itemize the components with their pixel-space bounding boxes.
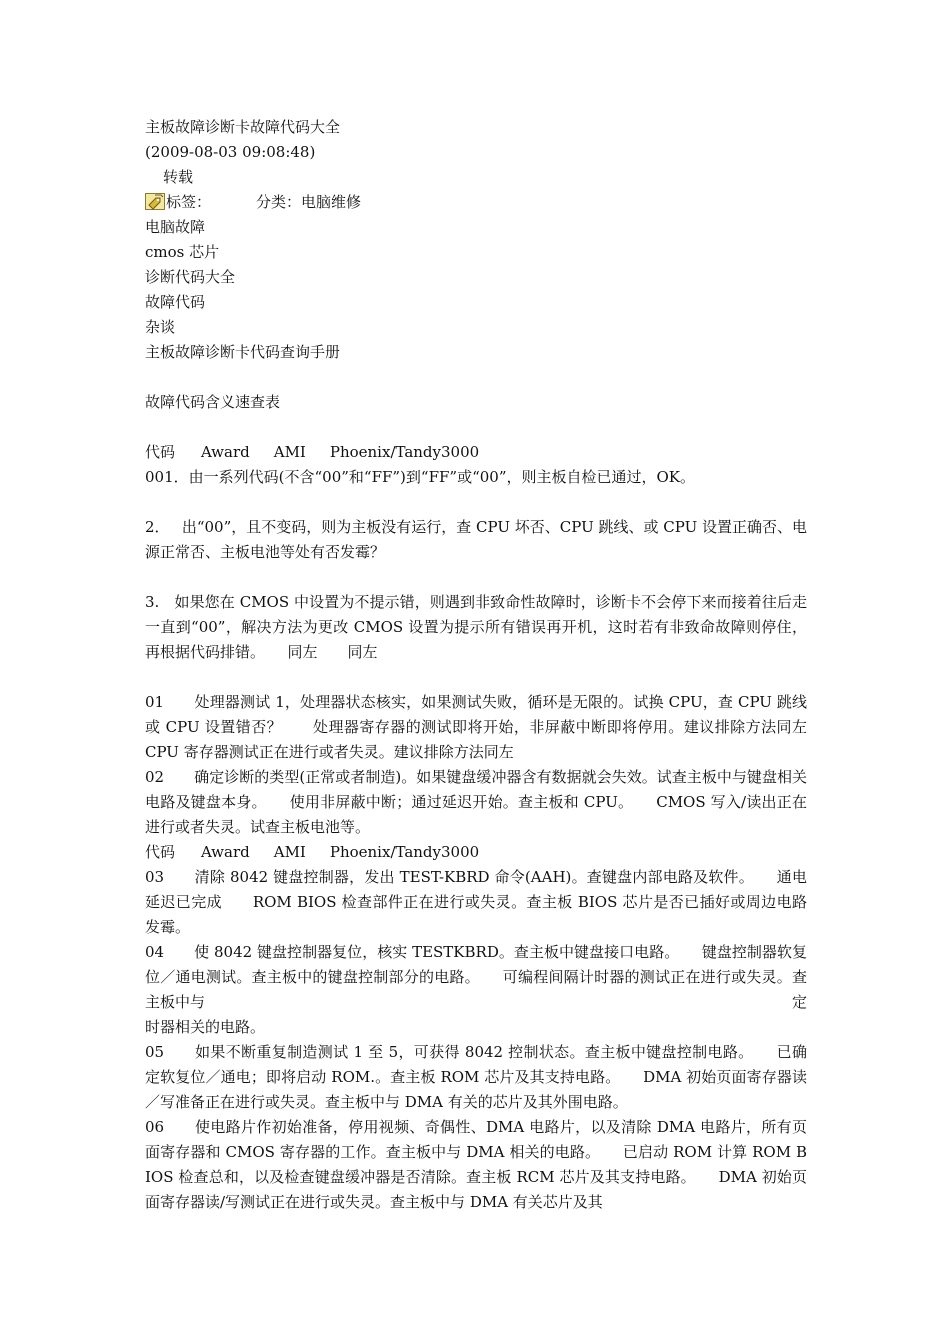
header-ami: AMI — [273, 843, 306, 861]
tag-link[interactable]: 故障代码 — [145, 293, 206, 311]
header-ami: AMI — [273, 443, 306, 461]
code-04-tail: 时器相关的电路。 — [145, 1018, 266, 1036]
header-phoenix: Phoenix/Tandy3000 — [329, 443, 480, 461]
entry-3: 3. 如果您在 CMOS 中设置为不提示错，则遇到非致命性故障时，诊断卡不会停下来而接着往后走一直到“00”，解决方法为更改 CMOS 设置为提示所有错误再开机，这时若有非致命故障则停住，再根据代码排错。 同左 同左 — [145, 593, 807, 661]
tags-row — [145, 190, 807, 215]
tag-link[interactable]: 电脑故障 — [145, 218, 206, 236]
table-header — [145, 840, 807, 865]
article-title: 主板故障诊断卡故障代码大全 — [145, 118, 341, 136]
code-04 — [145, 940, 807, 1040]
entry-001: 001．由一系列代码(不含“00”和“FF”)到“FF”或“00”，则主板自检已通过，OK。 — [145, 468, 695, 486]
code-06: 06 使电路片作初始准备，停用视频、奇偶性、DMA 电路片，以及清除 DMA 电路片，所有页面寄存器和 CMOS 寄存器的工作。查主板中与 DMA 相关的电路。 已启动 ROM 计算 ROM BIOS 检查总和，以及检查键盘缓冲器是否清除。查主板 RCM 芯片及其支持电路。 DMA 初始页面寄存器读/写测试正在进行或失灵。查主板中与 DMA 有关芯片及其 — [145, 1118, 807, 1211]
code-03: 03 清除 8042 键盘控制器，发出 TEST-KBRD 命令(AAH)。查键盘内部电路及软件。 通电延迟已完成 ROM BIOS 检查部件正在进行或失灵。查主板 BIOS 芯片是否已插好或周边电路发霉。 — [145, 868, 807, 936]
tag-link[interactable]: 诊断代码大全 — [145, 268, 236, 286]
article-date: (2009-08-03 09:08:48) — [145, 143, 316, 161]
header-award: Award — [201, 443, 250, 461]
entry-2: 2． 出“00”，且不变码，则为主板没有运行，查 CPU 坏否、CPU 跳线、或 CPU 设置正确否、电源正常否、主板电池等处有否发霉？ — [145, 518, 807, 561]
repost-label: 转载 — [163, 168, 194, 186]
code-01: 01 处理器测试 1，处理器状态核实，如果测试失败，循环是无限的。试换 CPU，查 CPU 跳线或 CPU 设置错否？ 处理器寄存器的测试即将开始，非屏蔽中断即将停用。建议排除方法同左 CPU 寄存器测试正在进行或者失灵。建议排除方法同左 — [145, 693, 838, 761]
code-02: 02 确定诊断的类型(正常或者制造)。如果键盘缓冲器含有数据就会失效。试查主板中与键盘相关电路及键盘本身。 使用非屏蔽中断；通过延迟开始。查主板和 CPU。 CMOS 写入/读出正在进行或者失灵。试查主板电池等。 — [145, 768, 807, 836]
category-label: 分类：电脑维修 — [256, 193, 362, 211]
code-04-text: 04 使 8042 键盘控制器复位，核实 TESTKBRD。查主板中键盘接口电路。 键盘控制器软复位／通电测试。查主板中的键盘控制部分的电路。 可编程间隔计时器的测试正在进行或失灵。查主板中与 — [145, 943, 807, 1011]
header-award: Award — [201, 843, 250, 861]
header-phoenix: Phoenix/Tandy3000 — [329, 843, 480, 861]
header-code: 代码 — [145, 843, 176, 861]
table-header — [145, 440, 807, 465]
section-title: 故障代码含义速查表 — [145, 393, 281, 411]
tags-label: 标签： — [166, 193, 212, 211]
code-05: 05 如果不断重复制造测试 1 至 5，可获得 8042 控制状态。查主板中键盘控制电路。 已确定软复位／通电；即将启动 ROM.。查主板 ROM 芯片及其支持电路。 DMA 初始页面寄存器读／写准备正在进行或失灵。查主板中与 DMA 有关的芯片及其外围电路。 — [145, 1043, 807, 1111]
code-04-fragment: 定 — [791, 993, 807, 1011]
tag-link[interactable]: 杂谈 — [145, 318, 176, 336]
tag-icon — [145, 193, 165, 210]
tag-link[interactable]: 主板故障诊断卡代码查询手册 — [145, 343, 341, 361]
document-page — [145, 115, 838, 1215]
tag-link[interactable]: cmos 芯片 — [145, 243, 220, 261]
header-code: 代码 — [145, 443, 176, 461]
